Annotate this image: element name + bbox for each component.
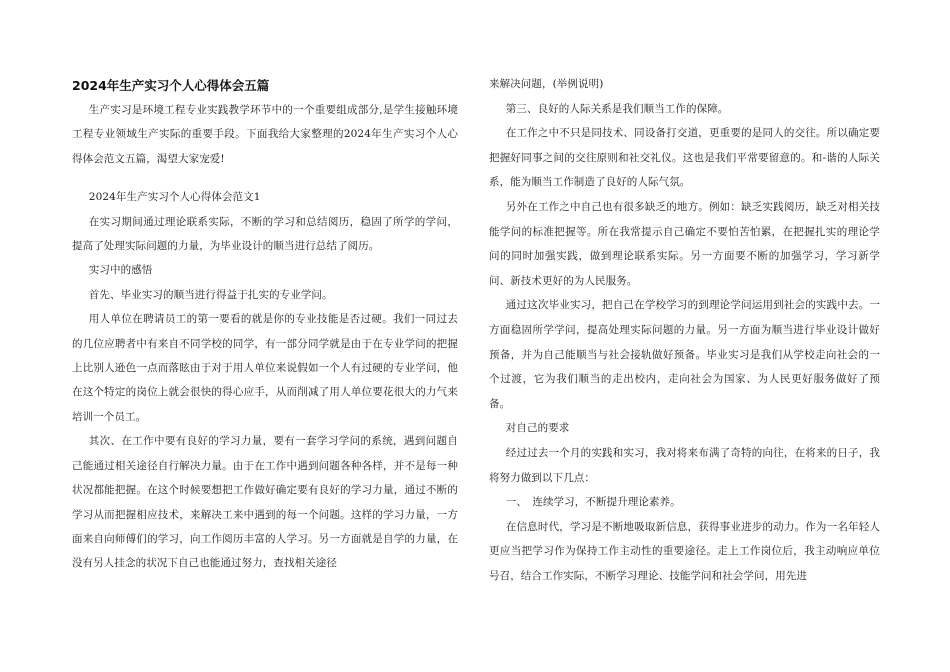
paragraph-gap	[72, 171, 458, 185]
paragraph: 用人单位在聘请员工的第一要看的就是你的专业技能是否过硬。我们一同过去的几位应聘者中有来自不同学校的同学，有一部分同学就是由于在专业学问的把握上比别人逊色一点而落眩由于对于用人单位来说假如一个人有过硬的专业学问，他在这个特定的岗位上就会很快的得心应手，从而削减了用人单位要花很大的力气来培训一个员工。	[72, 313, 458, 423]
subheading: 对自己的要求	[505, 422, 570, 435]
paragraph: 首先、毕业实习的顺当进行得益于扎实的专业学问。	[88, 288, 333, 301]
paragraph: 其次、在工作中要有良好的学习力量，要有一套学习学问的系统，遇到问题自己能通过相关途径自行解决力量。由于在工作中遇到问题各种各样，并不是每一种状况都能把握。在这个时候要想把工作做好确定要有良好的学习力量，通过不断的学习从而把握相应技术，来解决工来中遇到的每一个问题。这样的学习力量，一方面来自向师傅们的学习，向工作阅历丰富的人学习。另一方面就是自学的力量，在没有另人挂念的状况下自己也能通过努力，查找相关途径	[72, 435, 458, 570]
subheading: 实习中的感悟	[88, 264, 153, 277]
intro-paragraph: 生产实习是环境工程专业实践教学环节中的一个重要组成部分,是学生接触环境工程专业领域生产实际的重要手段。下面我给大家整理的2024年生产实习个人心得体会范文五篇，渴望大家宠爱!	[72, 104, 458, 165]
paragraph-continued: 来解决问题，(举例说明)	[489, 78, 604, 90]
right-column	[489, 72, 880, 588]
paragraph: 通过这次毕业实习，把自己在学校学习的到理论学问运用到社会的实践中去。一方面稳固所学学问，提高处理实际问题的力量。另一方面为顺当进行毕业设计做好预备，并为自己能顺当与社会接轨做好预备。毕业实习是我们从学校走向社会的一个过渡，它为我们顺当的走出校内，走向社会为国家、为人民更好服务做好了预备。	[489, 299, 880, 410]
paragraph: 在工作之中不只是同技术、同设备打交道，更重要的是同人的交往。所以确定要把握好同事之间的交往原则和社交礼仪。这也是我们平常要留意的。和-谐的人际关系，能为顺当工作制造了良好的人际气氛。	[489, 127, 880, 189]
document-title: 2024年生产实习个人心得体会五篇	[72, 78, 270, 93]
paragraph: 在信息时代，学习是不断地吸取新信息，获得事业进步的动力。作为一名年轻人更应当把学习作为保持工作主动性的重要途径。走上工作岗位后，我主动响应单位号召，结合工作实际，不断学习理论、技能学问和社会学问，用先进	[489, 520, 880, 582]
section-title: 2024年生产实习个人心得体会范文1	[88, 191, 261, 204]
paragraph: 在实习期间通过理论联系实际，不断的学习和总结阅历，稳固了所学的学问，提高了处理实际问题的力量，为毕业设计的顺当进行总结了阅历。	[72, 215, 458, 253]
left-column	[72, 72, 458, 576]
paragraph: 另外在工作之中自己也有很多缺乏的地方。例如：缺乏实践阅历，缺乏对相关技能学问的标准把握等。所在我常提示自己确定不要怕苦怕累，在把握扎实的理论学问的同时加强实践，做到理论联系实际。另一方面要不断的加强学习，学习新学问、新技术更好的为人民服务。	[489, 200, 880, 287]
paragraph: 经过过去一个月的实践和实习，我对将来布满了奇特的向往，在将来的日子，我将努力做到以下几点：	[489, 446, 880, 484]
list-item: 一、 连续学习，不断提升理论素养。	[505, 496, 681, 509]
paragraph: 第三、良好的人际关系是我们顺当工作的保障。	[505, 102, 729, 115]
